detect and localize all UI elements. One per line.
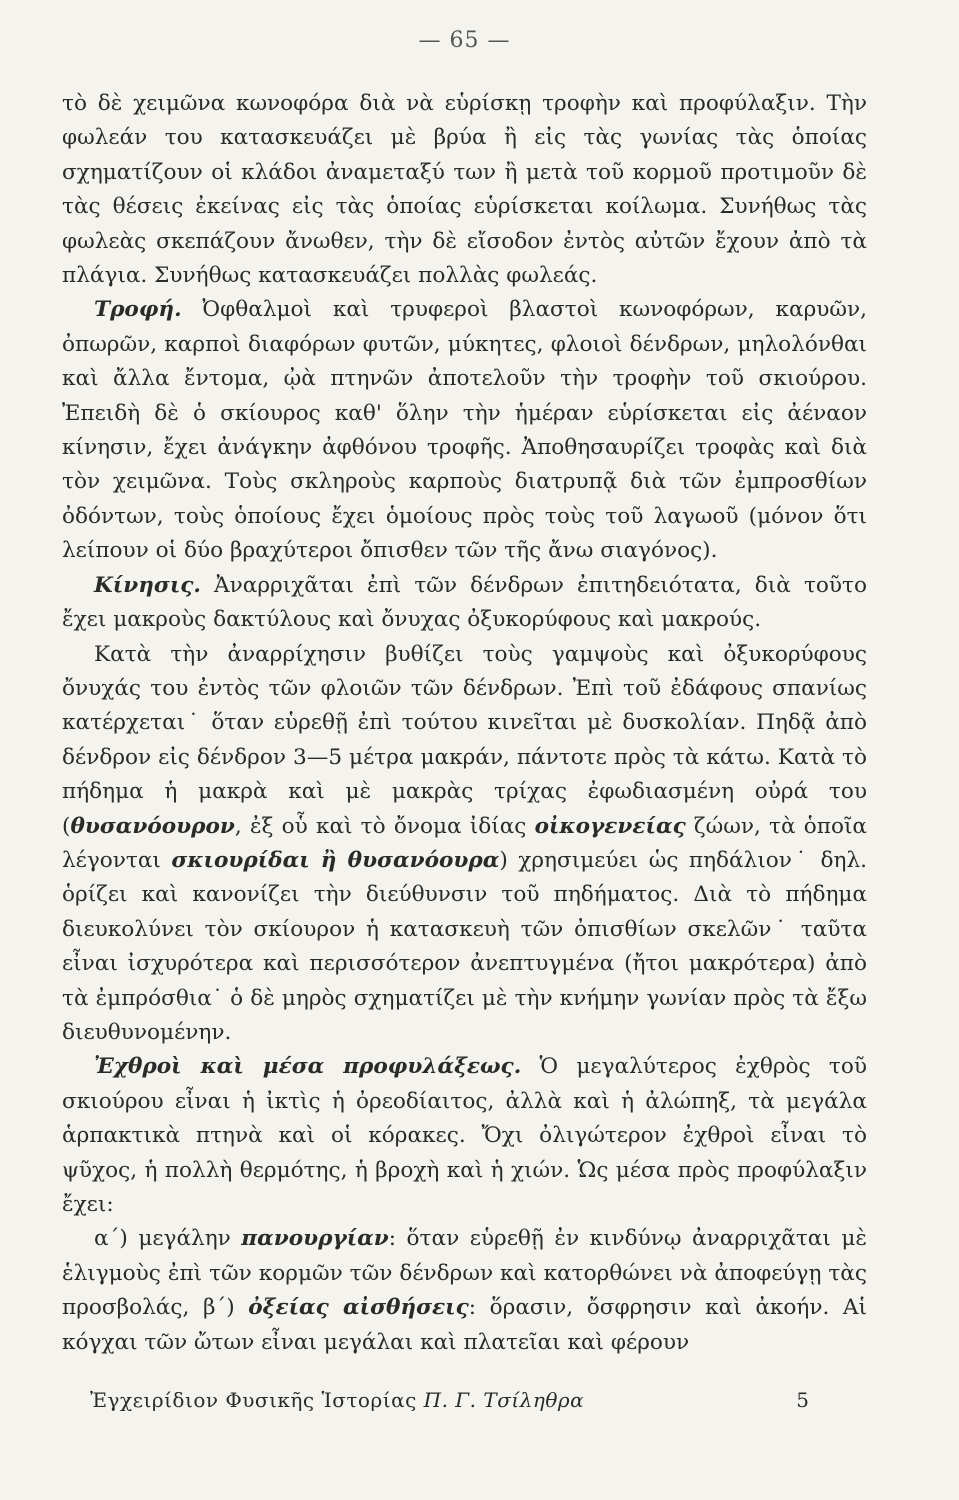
- defenses-text-b: : ὅταν εὑρεθῇ ἐν κινδύνῳ ἀναρριχᾶται μὲ ἑλιγμοὺς ἐπὶ τῶν κορμῶν τῶν δένδρων καὶ κατορθώνει νὰ ἀποφεύγῃ τὰς προσβολάς, β΄): [62, 1226, 867, 1321]
- heading-enemies: Ἐχθροὶ καὶ μέσα προφυλάξεως.: [94, 1054, 522, 1080]
- term-oikogeneias: οἰκογενείας: [534, 813, 686, 839]
- heading-movement: Κίνησις.: [94, 572, 201, 598]
- term-thysanoouron: θυσανόουρον: [70, 813, 235, 839]
- paragraph-food-text: Ὀφθαλμοὶ καὶ τρυφεροὶ βλαστοὶ κωνοφόρων, καρυῶν, ὀπωρῶν, καρποὶ διαφόρων φυτῶν, μύκητες, φλοιοὶ δένδρων, μηλολόνθαι καὶ ἄλλα ἔντομα, ᾠὰ πτηνῶν ἀποτελοῦν τὴν τροφὴν τοῦ σκιούρου. Ἐπειδὴ δὲ ὁ σκίουρος καθ' ὅλην τὴν ἡμέραν εὑρίσκεται εἰς ἀέναον κίνησιν, ἔχει ἀνάγκην ἀφθόνου τροφῆς. Ἀποθησαυρίζει τροφὰς καὶ διὰ τὸν χειμῶνα. Τοὺς σκληροὺς καρποὺς διατρυπᾷ διὰ τῶν ἐμπροσθίων ὀδόντων, τοὺς ὁποίους ἔχει ὁμοίους πρὸς τοὺς τοῦ λαγωοῦ (μόνον ὅτι λείπουν οἱ δύο βραχύτεροι ὄπισθεν τῶν τῆς ἄνω σιαγόνος).: [62, 297, 867, 564]
- term-skiouridai: σκιουρίδαι ἢ θυσανόουρα: [171, 847, 500, 873]
- paragraph-food: [62, 293, 867, 568]
- paragraph-movement-text: Ἀναρριχᾶται ἐπὶ τῶν δένδρων ἐπιτηδειότατα, διὰ τοῦτο ἔχει μακροὺς δακτύλους καὶ ὄνυχας ὀξυκορύφους καὶ μακρούς.: [62, 572, 867, 633]
- paragraph-1-text: τὸ δὲ χειμῶνα κωνοφόρα διὰ νὰ εὑρίσκῃ τροφὴν καὶ προφύλαξιν. Τὴν φωλεάν του κατασκευάζει μὲ βρύα ἢ εἰς τὰς γωνίας τὰς ὁποίας σχηματίζουν οἱ κλάδοι ἀναμεταξύ των ἢ μετὰ τοῦ κορμοῦ προτιμοῦν δὲ τὰς θέσεις ἐκείνας εἰς τὰς ὁποίας εὑρίσκεται κοίλωμα. Συνήθως τὰς φωλεὰς σκεπάζουν ἄνωθεν, τὴν δὲ εἴσοδον ἐντὸς αὐτῶν ἔχουν ἀπὸ τὰ πλάγια. Συνήθως κατασκευάζει πολλὰς φωλεάς.: [62, 91, 867, 289]
- footer-sheet-number: 5: [796, 1388, 809, 1412]
- climbing-text-a: Κατὰ τὴν ἀναρρίχησιν βυθίζει τοὺς γαμψοὺς καὶ ὀξυκορύφους ὄνυχάς του ἐντὸς τῶν φλοιῶν τῶν δένδρων. Ἐπὶ τοῦ ἐδάφους σπανίως κατέρχεται˙ ὅταν εὑρεθῇ ἐπὶ τούτου κινεῖται μὲ δυσκολίαν. Πηδᾷ ἀπὸ δένδρον εἰς δένδρον 3—5 μέτρα μακράν, πάντοτε πρὸς τὰ κάτω. Κατὰ τὸ πήδημα ἡ μακρὰ καὶ μὲ μακρὰς τρίχας ἐφωδιασμένη οὐρά του (: [62, 641, 867, 839]
- paragraph-1: [62, 87, 867, 293]
- paragraph-defenses: [62, 1222, 867, 1360]
- page-footer: [90, 1388, 809, 1412]
- paragraph-enemies: [62, 1050, 867, 1222]
- climbing-text-d: ) χρησιμεύει ὡς πηδάλιον˙ δηλ. ὁρίζει καὶ κανονίζει τὴν διεύθυνσιν τοῦ πηδήματος. Διὰ τὸ πήδημα διευκολύνει τὸν σκίουρον ἡ κατασκευὴ τῶν ὀπισθίων σκελῶν˙ ταῦτα εἶναι ἰσχυρότερα καὶ περισσότερον ἀνεπτυγμένα (ἤτοι μακρότερα) ἀπὸ τὰ ἐμπρόσθια˙ ὁ δὲ μηρὸς σχηματίζει μὲ τὴν κνήμην γωνίαν πρὸς τὰ ἔξω διευθυνομένην.: [62, 847, 867, 1045]
- term-aistheseis: ὀξείας αἰσθήσεις: [248, 1295, 469, 1321]
- defenses-text-a: α΄) μεγάλην: [94, 1226, 242, 1252]
- paragraph-enemies-text: Ὁ μεγαλύτερος ἐχθρὸς τοῦ σκιούρου εἶναι ἡ ἰκτὶς ἡ ὀρεοδίαιτος, ἀλλὰ καὶ ἡ ἀλώπηξ, τὰ μεγάλα ἁρπακτικὰ πτηνὰ καὶ οἱ κόρακες. Ὄχι ὀλιγώτερον ἐχθροὶ εἶναι τὸ ψῦχος, ἡ πολλὴ θερμότης, ἡ βροχὴ καὶ ἡ χιών. Ὡς μέσα πρὸς προφύλαξιν ἔχει:: [62, 1054, 867, 1217]
- climbing-text-c: ζώων, τὰ ὁποῖα λέγονται: [62, 813, 867, 873]
- climbing-text-b: , ἐξ οὗ καὶ τὸ ὄνομα ἰδίας: [234, 813, 535, 839]
- term-panourgia: πανουργίαν: [241, 1226, 389, 1252]
- paragraph-climbing: [62, 638, 867, 1051]
- heading-food: Τροφή.: [94, 297, 182, 323]
- body-text: [62, 87, 867, 1360]
- footer-author: Π. Γ. Τσίληθρα: [423, 1388, 585, 1412]
- footer-book-title: Ἐγχειρίδιον Φυσικῆς Ἱστορίας: [90, 1388, 424, 1412]
- footer-signature: [90, 1388, 584, 1412]
- page-number: — 65 —: [418, 28, 511, 53]
- defenses-text-c: : ὅρασιν, ὄσφρησιν καὶ ἀκοήν. Αἱ κόγχαι τῶν ὤτων εἶναι μεγάλαι καὶ πλατεῖαι καὶ φέρουν: [62, 1295, 867, 1355]
- paragraph-movement: [62, 569, 867, 638]
